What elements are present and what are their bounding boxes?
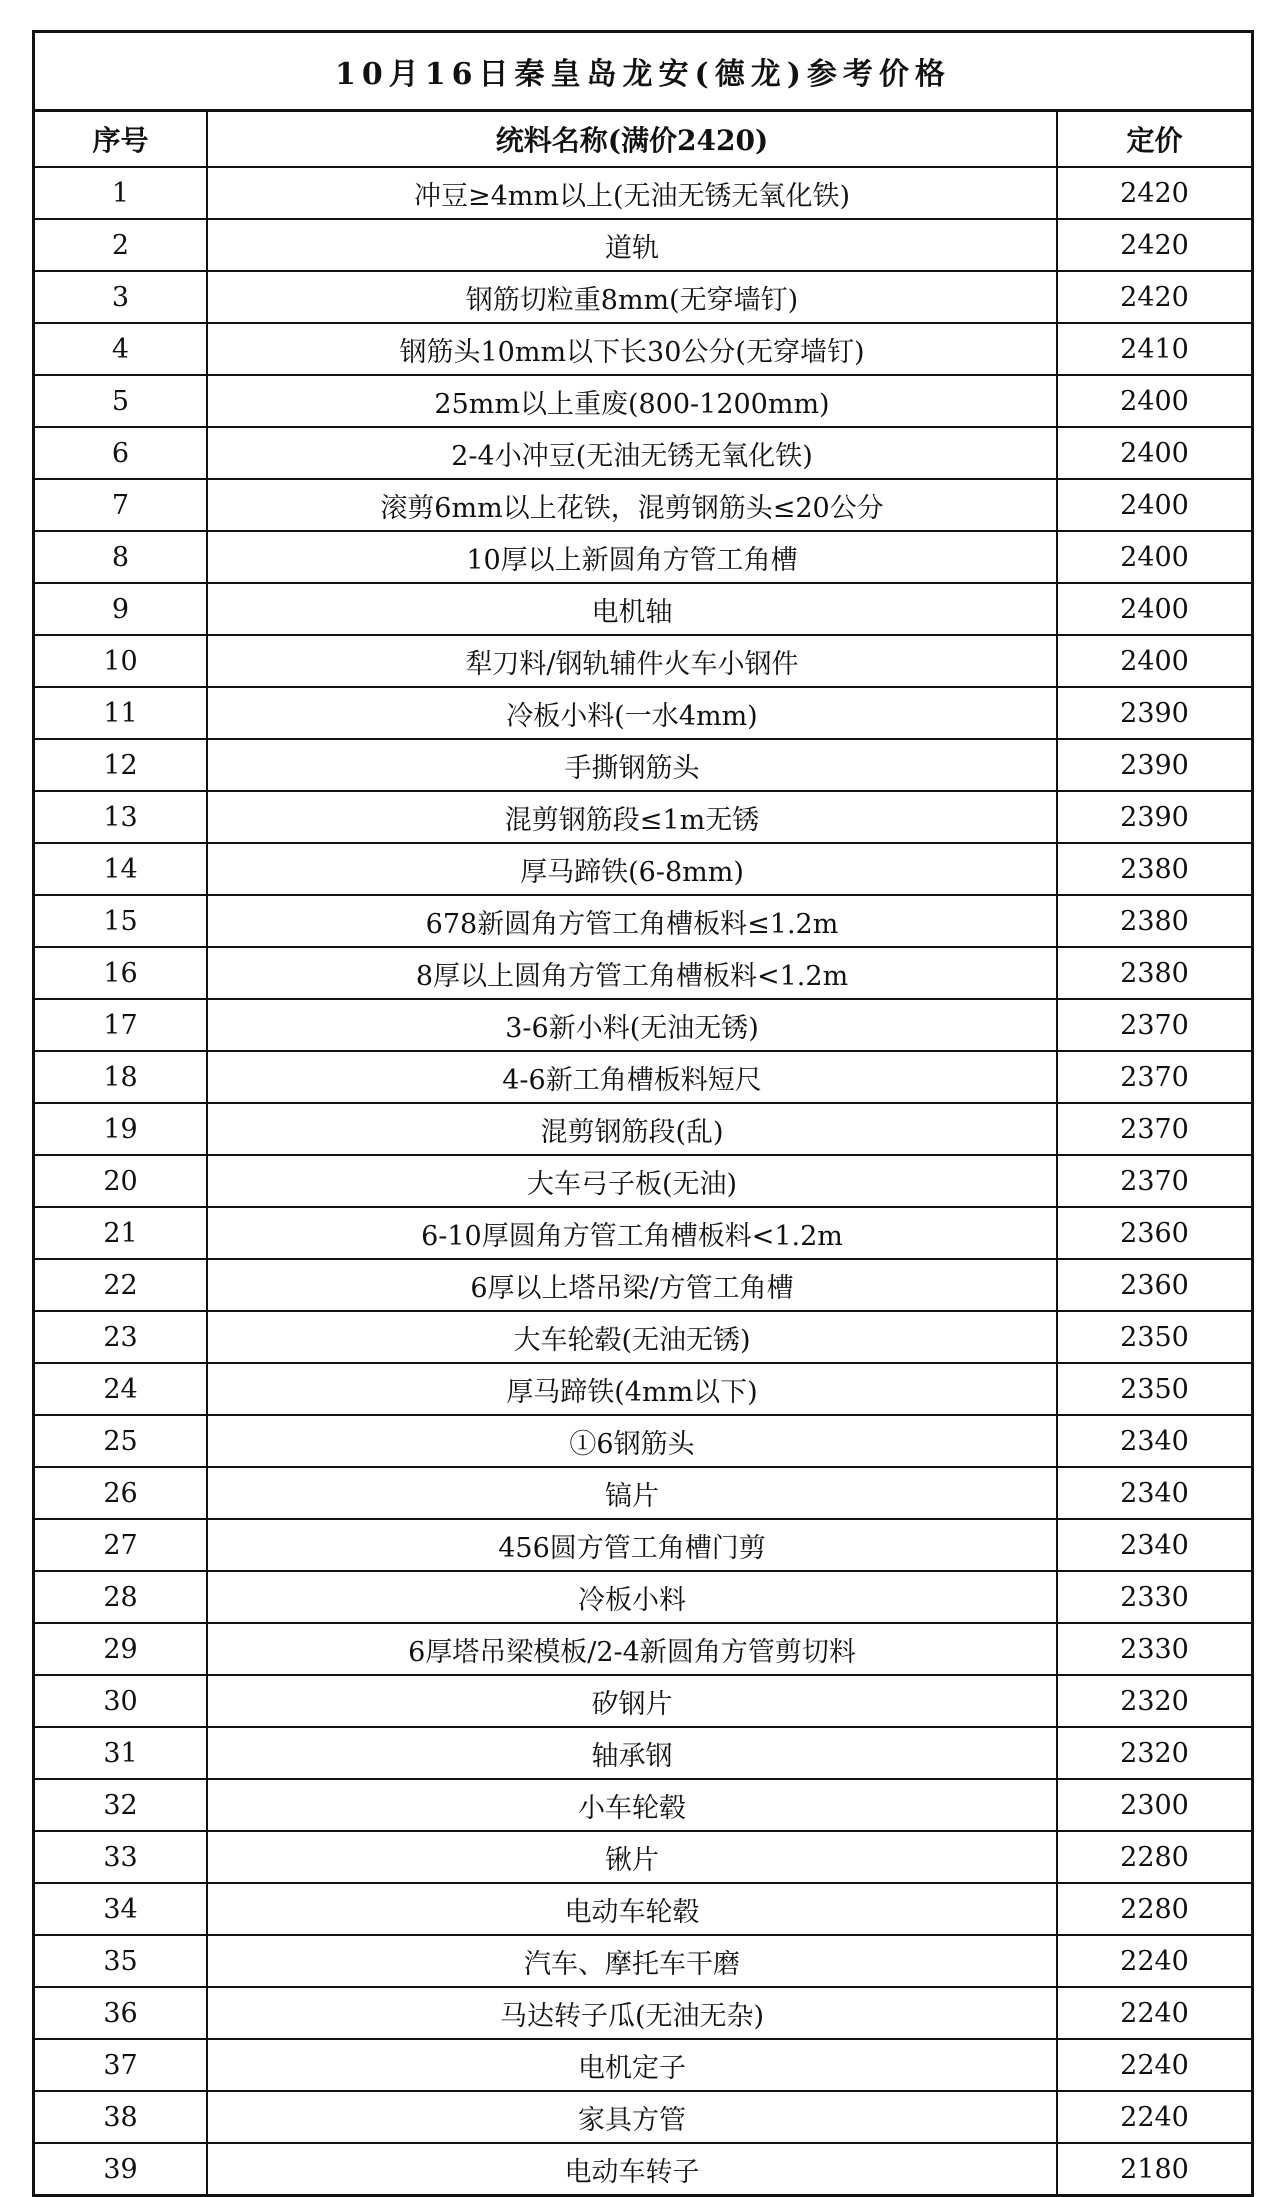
row-index: 25	[35, 1415, 207, 1467]
row-index: 29	[35, 1623, 207, 1675]
row-price: 2340	[1057, 1519, 1251, 1571]
table-row	[35, 635, 1251, 687]
row-name: 混剪钢筋段≤1m无锈	[207, 791, 1057, 843]
row-name: 家具方管	[207, 2091, 1057, 2143]
row-name: 4-6新工角槽板料短尺	[207, 1051, 1057, 1103]
row-index: 14	[35, 843, 207, 895]
row-price: 2400	[1057, 635, 1251, 687]
row-index: 20	[35, 1155, 207, 1207]
row-index: 17	[35, 999, 207, 1051]
row-name: 6厚塔吊梁模板/2-4新圆角方管剪切料	[207, 1623, 1057, 1675]
row-price: 2330	[1057, 1623, 1251, 1675]
row-price: 2360	[1057, 1259, 1251, 1311]
row-name: 3-6新小料(无油无锈)	[207, 999, 1057, 1051]
row-price: 2410	[1057, 323, 1251, 375]
row-index: 3	[35, 271, 207, 323]
row-name: 电机定子	[207, 2039, 1057, 2091]
row-index: 33	[35, 1831, 207, 1883]
row-name: 钢筋切粒重8mm(无穿墙钉)	[207, 271, 1057, 323]
row-name: 厚马蹄铁(4mm以下)	[207, 1363, 1057, 1415]
table-row	[35, 427, 1251, 479]
row-index: 23	[35, 1311, 207, 1363]
row-price: 2400	[1057, 427, 1251, 479]
row-index: 4	[35, 323, 207, 375]
row-index: 37	[35, 2039, 207, 2091]
row-price: 2390	[1057, 687, 1251, 739]
table-row	[35, 1467, 1251, 1519]
row-name: 678新圆角方管工角槽板料≤1.2m	[207, 895, 1057, 947]
row-index: 27	[35, 1519, 207, 1571]
row-price: 2180	[1120, 2153, 1189, 2185]
table-row	[35, 1623, 1251, 1675]
table-row	[35, 1051, 1251, 1103]
row-index: 21	[35, 1207, 207, 1259]
table-row	[35, 791, 1251, 843]
row-price: 2400	[1057, 479, 1251, 531]
row-price: 2370	[1057, 1155, 1251, 1207]
table-row	[35, 375, 1251, 427]
row-index: 1	[35, 167, 207, 219]
header-name: 统料名称(满价2420)	[207, 112, 1057, 167]
table-row	[35, 1571, 1251, 1623]
table-row	[35, 1987, 1251, 2039]
row-price: 2240	[1057, 1987, 1251, 2039]
row-price: 2420	[1057, 219, 1251, 271]
row-index: 8	[35, 531, 207, 583]
table-row	[35, 479, 1251, 531]
row-price: 2390	[1057, 739, 1251, 791]
table-row	[35, 1207, 1251, 1259]
row-index: 2	[35, 219, 207, 271]
row-index: 35	[35, 1935, 207, 1987]
row-name: 电机轴	[207, 583, 1057, 635]
row-price: 2320	[1057, 1675, 1251, 1727]
table-row	[35, 2143, 1251, 2194]
row-price: 2360	[1057, 1207, 1251, 1259]
row-index: 38	[35, 2091, 207, 2143]
row-price: 2240	[1057, 2039, 1251, 2091]
row-price: 2400	[1057, 531, 1251, 583]
header-price: 定价	[1057, 112, 1251, 167]
table-row	[35, 1519, 1251, 1571]
row-price: 2340	[1057, 1467, 1251, 1519]
table-body	[35, 167, 1251, 2194]
table-row	[35, 1311, 1251, 1363]
table-row	[35, 2039, 1251, 2091]
row-name: 马达转子瓜(无油无杂)	[207, 1987, 1057, 2039]
row-name: 厚马蹄铁(6-8mm)	[207, 843, 1057, 895]
row-index: 31	[35, 1727, 207, 1779]
table-row	[35, 531, 1251, 583]
row-price: 2380	[1057, 843, 1251, 895]
row-index: 11	[35, 687, 207, 739]
row-index: 36	[35, 1987, 207, 2039]
row-name: 456圆方管工角槽门剪	[207, 1519, 1057, 1571]
row-index: 22	[35, 1259, 207, 1311]
table-row	[35, 1779, 1251, 1831]
row-name: 8厚以上圆角方管工角槽板料<1.2m	[207, 947, 1057, 999]
table-row	[35, 1363, 1251, 1415]
row-price: 2390	[1057, 791, 1251, 843]
row-name: 轴承钢	[207, 1727, 1057, 1779]
row-price: 2320	[1057, 1727, 1251, 1779]
row-price: 2340	[1057, 1415, 1251, 1467]
table-row	[35, 895, 1251, 947]
table-row	[35, 271, 1251, 323]
row-name: 矽钢片	[207, 1675, 1057, 1727]
row-index: 13	[35, 791, 207, 843]
row-price: 2400	[1057, 375, 1251, 427]
row-name: 镐片	[207, 1467, 1057, 1519]
row-price: 2380	[1057, 895, 1251, 947]
table-row	[35, 1675, 1251, 1727]
row-price: 2370	[1057, 1051, 1251, 1103]
row-name: 汽车、摩托车干磨	[207, 1935, 1057, 1987]
row-name: 6厚以上塔吊梁/方管工角槽	[207, 1259, 1057, 1311]
table-row	[35, 843, 1251, 895]
table-row	[35, 1155, 1251, 1207]
row-price: 2300	[1057, 1779, 1251, 1831]
table-row	[35, 167, 1251, 219]
row-index: 12	[35, 739, 207, 791]
row-index: 24	[35, 1363, 207, 1415]
table-row	[35, 1883, 1251, 1935]
price-table	[35, 112, 1251, 2194]
header-row	[35, 112, 1251, 167]
table-row	[35, 687, 1251, 739]
row-price: 2370	[1057, 999, 1251, 1051]
table-row	[35, 1259, 1251, 1311]
row-index: 19	[35, 1103, 207, 1155]
row-name: 25mm以上重废(800-1200mm)	[207, 375, 1057, 427]
row-price: 2370	[1057, 1103, 1251, 1155]
row-index: 7	[35, 479, 207, 531]
header-index: 序号	[35, 112, 207, 167]
row-name: 犁刀料/钢轨辅件火车小钢件	[207, 635, 1057, 687]
row-name: 滚剪6mm以上花铁，混剪钢筋头≤20公分	[207, 479, 1057, 531]
row-index: 5	[35, 375, 207, 427]
table-row	[35, 1831, 1251, 1883]
row-name: 手撕钢筋头	[207, 739, 1057, 791]
row-name: 小车轮毂	[207, 1779, 1057, 1831]
row-name: ①6钢筋头	[207, 1415, 1057, 1467]
table-row	[35, 1935, 1251, 1987]
row-name: 大车轮毂(无油无锈)	[207, 1311, 1057, 1363]
row-price: 2240	[1057, 1935, 1251, 1987]
row-price: 2280	[1057, 1831, 1251, 1883]
table-row	[35, 739, 1251, 791]
row-price: 2350	[1057, 1363, 1251, 1415]
row-index: 9	[35, 583, 207, 635]
row-price: 2350	[1057, 1311, 1251, 1363]
row-price: 2420	[1057, 271, 1251, 323]
row-index: 32	[35, 1779, 207, 1831]
row-index: 28	[35, 1571, 207, 1623]
price-sheet	[32, 30, 1254, 2197]
row-name: 混剪钢筋段(乱)	[207, 1103, 1057, 1155]
row-name: 冷板小料(一水4mm)	[207, 687, 1057, 739]
row-index: 6	[35, 427, 207, 479]
row-price: 2240	[1057, 2091, 1251, 2143]
sheet-title: 10月16日秦皇岛龙安(德龙)参考价格	[35, 33, 1251, 112]
row-name: 钢筋头10mm以下长30公分(无穿墙钉)	[207, 323, 1057, 375]
table-row	[35, 947, 1251, 999]
row-index: 10	[35, 635, 207, 687]
row-name: 10厚以上新圆角方管工角槽	[207, 531, 1057, 583]
row-name: 锹片	[207, 1831, 1057, 1883]
row-name: 6-10厚圆角方管工角槽板料<1.2m	[207, 1207, 1057, 1259]
row-price: 2400	[1057, 583, 1251, 635]
row-index: 26	[35, 1467, 207, 1519]
row-name: 电动车转子	[207, 2143, 1057, 2194]
table-row	[35, 999, 1251, 1051]
table-row	[35, 323, 1251, 375]
row-name: 道轨	[207, 219, 1057, 271]
row-price: 2280	[1057, 1883, 1251, 1935]
row-price: 2420	[1057, 167, 1251, 219]
row-index: 18	[35, 1051, 207, 1103]
row-index: 30	[35, 1675, 207, 1727]
table-row	[35, 583, 1251, 635]
table-row	[35, 1415, 1251, 1467]
row-price: 2330	[1057, 1571, 1251, 1623]
row-name: 大车弓子板(无油)	[207, 1155, 1057, 1207]
table-row	[35, 219, 1251, 271]
row-name: 电动车轮毂	[207, 1883, 1057, 1935]
row-name: 冲豆≥4mm以上(无油无锈无氧化铁)	[207, 167, 1057, 219]
row-index: 16	[35, 947, 207, 999]
row-price: 2380	[1057, 947, 1251, 999]
table-row	[35, 1103, 1251, 1155]
row-index: 15	[35, 895, 207, 947]
table-row	[35, 2091, 1251, 2143]
row-index: 34	[35, 1883, 207, 1935]
row-name: 2-4小冲豆(无油无锈无氧化铁)	[207, 427, 1057, 479]
row-index: 39	[35, 2143, 207, 2194]
table-row	[35, 1727, 1251, 1779]
row-name: 冷板小料	[207, 1571, 1057, 1623]
